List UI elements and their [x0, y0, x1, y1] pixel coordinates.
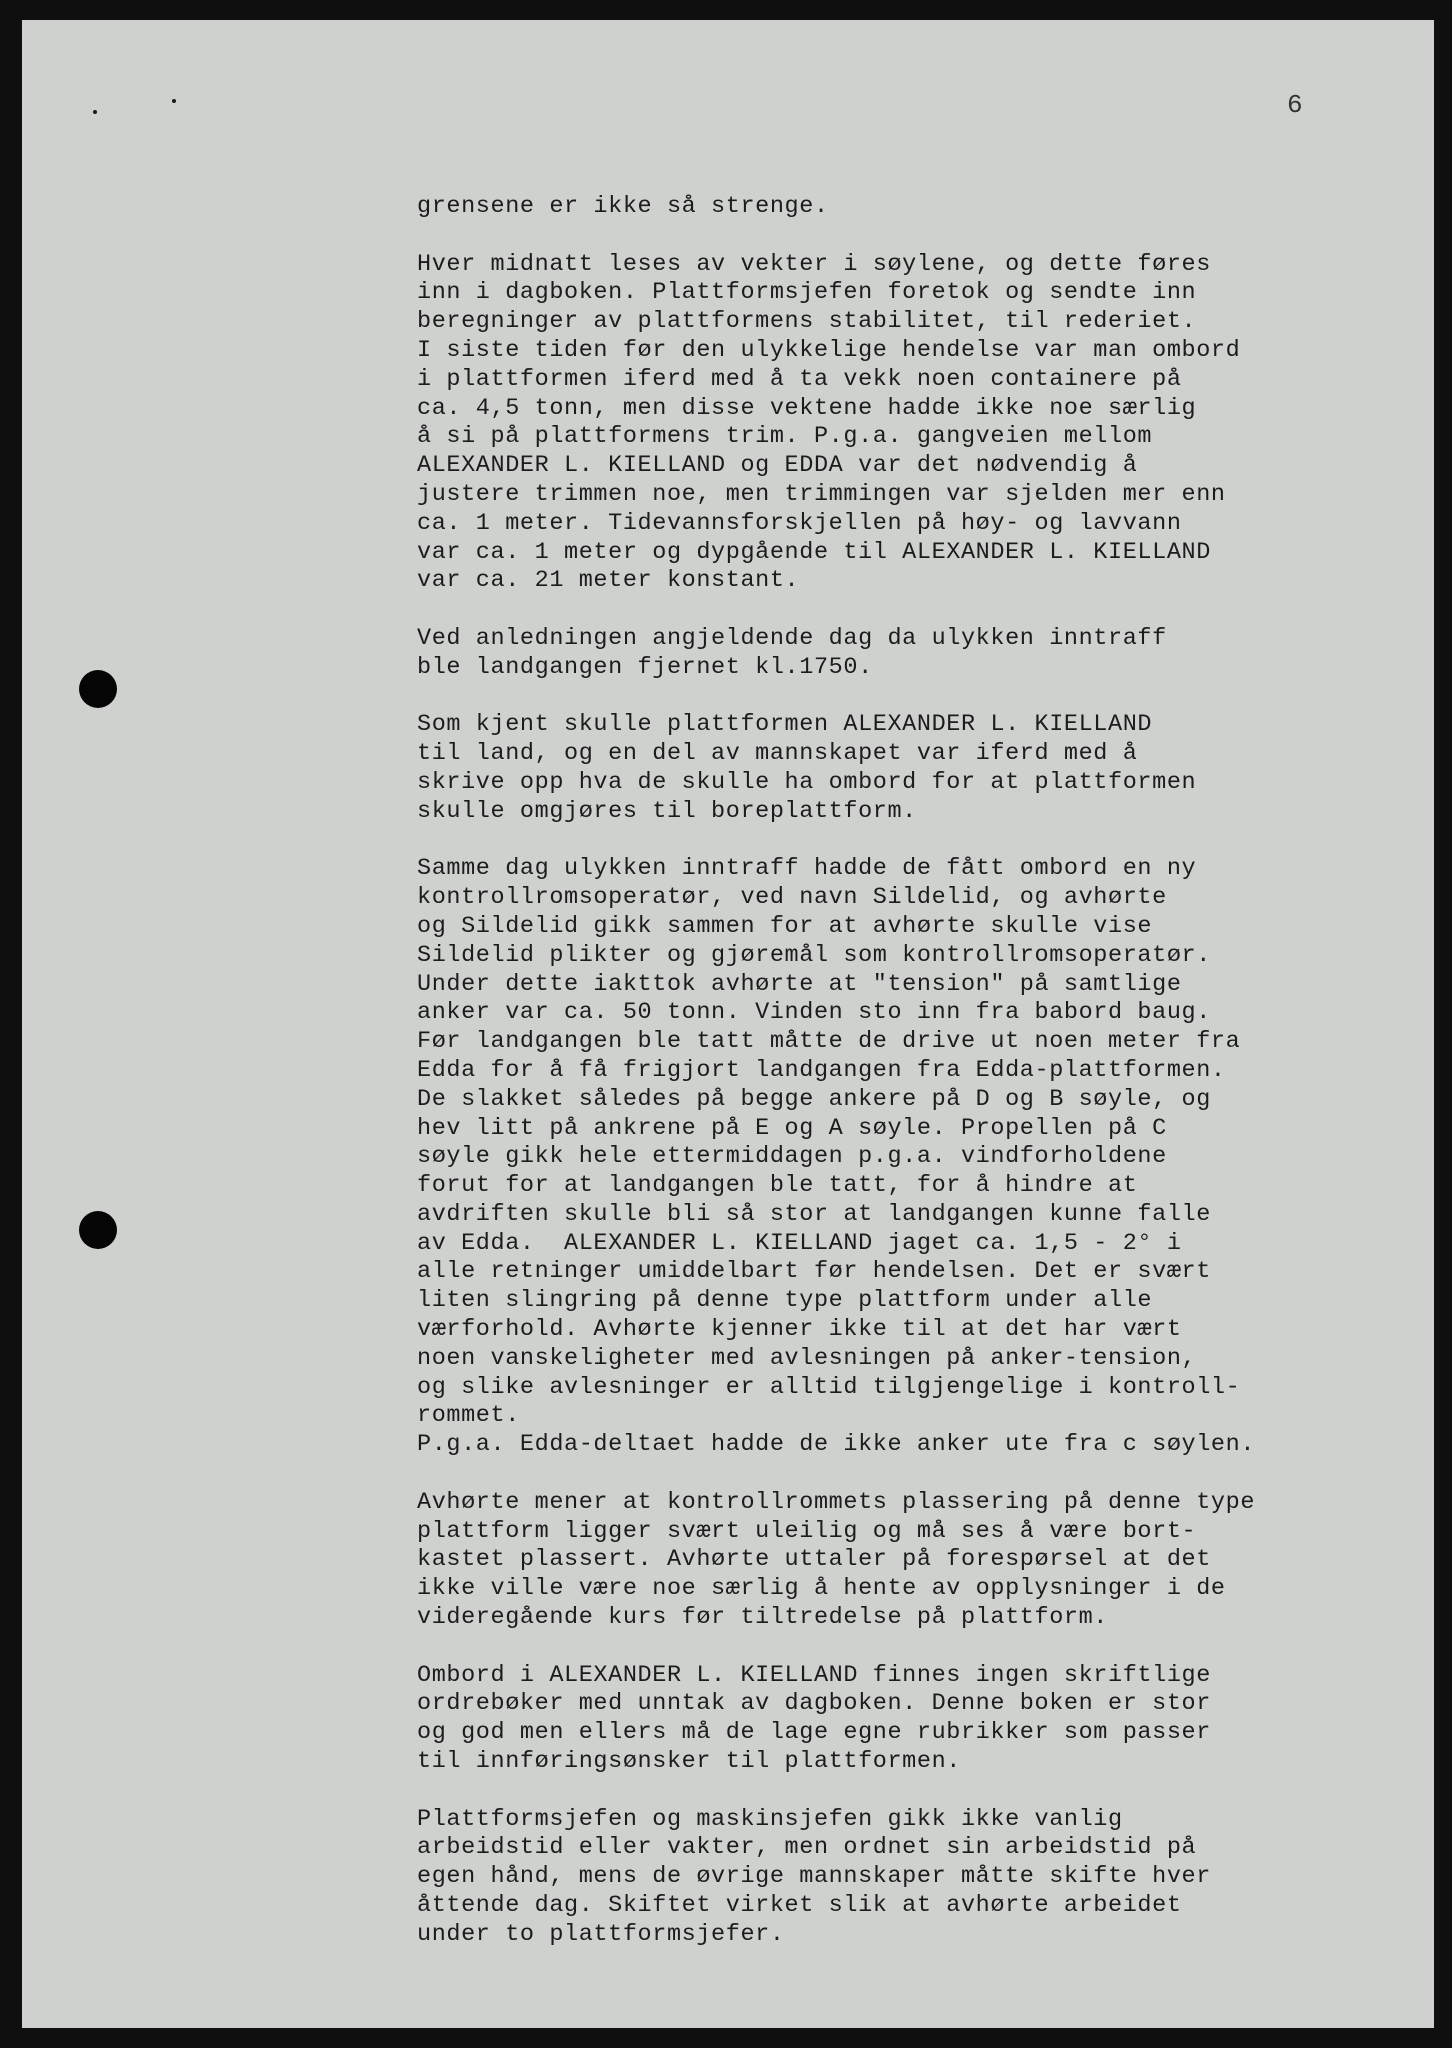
- text-line: liten slingring på denne type plattform under alle: [417, 1287, 1153, 1315]
- text-line: arbeidstid eller vakter, men ordnet sin arbeidstid på: [417, 1834, 1197, 1862]
- page-number: 6: [1287, 90, 1303, 120]
- punch-hole-upper: [79, 670, 117, 708]
- text-line: rommet.: [417, 1402, 520, 1430]
- text-line: grensene er ikke så strenge.: [417, 193, 829, 220]
- text-line: hev litt på ankrene på E og A søyle. Propellen på C: [417, 1114, 1167, 1142]
- text-line: å si på plattformens trim. P.g.a. gangveien mellom: [417, 423, 1153, 451]
- text-line: Hver midnatt leses av vekter i søylene, og dette føres: [417, 250, 1211, 278]
- text-line: ikke ville være noe særlig å hente av opplysninger i de: [417, 1575, 1226, 1603]
- text-line: kontrollromsoperatør, ved navn Sildelid, og avhørte: [417, 884, 1167, 912]
- text-line: under to plattformsjefer.: [417, 1920, 785, 1948]
- text-line: Avhørte mener at kontrollrommets plassering på denne type: [417, 1488, 1256, 1516]
- text-line: Plattformsjefen og maskinsjefen gikk ikke vanlig: [417, 1805, 1123, 1833]
- text-line: åttende dag. Skiftet virket slik at avhørte arbeidet: [417, 1892, 1182, 1920]
- text-line: søyle gikk hele ettermiddagen p.g.a. vindforholdene: [417, 1143, 1167, 1171]
- paragraph: [417, 193, 1417, 222]
- paragraph: [417, 1662, 1417, 1777]
- paragraph: [417, 251, 1417, 597]
- document-body: [417, 193, 1417, 1978]
- punch-hole-lower: [79, 1211, 117, 1249]
- text-line: til innføringsønsker til plattformen.: [417, 1748, 961, 1776]
- text-line: Edda for å få frigjort landgangen fra Edda-plattformen.: [417, 1056, 1226, 1084]
- text-line: anker var ca. 50 tonn. Vinden sto inn fra babord baug.: [417, 999, 1211, 1027]
- text-line: De slakket således på begge ankere på D og B søyle, og: [417, 1085, 1211, 1113]
- text-line: beregninger av plattformens stabilitet, til rederiet.: [417, 308, 1197, 336]
- text-line: justere trimmen noe, men trimmingen var sjelden mer enn: [417, 480, 1226, 508]
- text-line: egen hånd, mens de øvrige mannskaper måtte skifte hver: [417, 1863, 1211, 1891]
- text-line: Ombord i ALEXANDER L. KIELLAND finnes ingen skriftlige: [417, 1661, 1211, 1689]
- text-line: I siste tiden før den ulykkelige hendelse var man ombord: [417, 336, 1241, 364]
- text-line: skulle omgjøres til boreplattform.: [417, 797, 917, 825]
- text-line: avdriften skulle bli så stor at landgangen kunne falle: [417, 1200, 1211, 1228]
- text-line: ca. 1 meter. Tidevannsforskjellen på høy- og lavvann: [417, 509, 1182, 537]
- paragraph: [417, 625, 1417, 683]
- text-line: ble landgangen fjernet kl.1750.: [417, 653, 873, 681]
- text-line: ALEXANDER L. KIELLAND og EDDA var det nødvendig å: [417, 452, 1138, 480]
- text-line: P.g.a. Edda-deltaet hadde de ikke anker ute fra c søylen.: [417, 1431, 1256, 1459]
- text-line: ca. 4,5 tonn, men disse vektene hadde ikke noe særlig: [417, 394, 1197, 422]
- text-line: i plattformen iferd med å ta vekk noen containere på: [417, 365, 1182, 393]
- text-line: værforhold. Avhørte kjenner ikke til at det har vært: [417, 1316, 1182, 1344]
- text-line: Ved anledningen angjeldende dag da ulykken inntraff: [417, 624, 1167, 652]
- ink-speck: [93, 110, 97, 114]
- text-line: Før landgangen ble tatt måtte de drive ut noen meter fra: [417, 1028, 1241, 1056]
- text-line: var ca. 21 meter konstant.: [417, 567, 800, 595]
- text-line: var ca. 1 meter og dypgående til ALEXANDER L. KIELLAND: [417, 538, 1211, 566]
- text-line: Under dette iakttok avhørte at "tension" på samtlige: [417, 970, 1182, 998]
- text-line: Sildelid plikter og gjøremål som kontrollromsoperatør.: [417, 941, 1211, 969]
- text-line: ordrebøker med unntak av dagboken. Denne boken er stor: [417, 1690, 1211, 1718]
- text-line: Samme dag ulykken inntraff hadde de fått ombord en ny: [417, 855, 1197, 883]
- paragraph: [417, 1489, 1417, 1633]
- paragraph: [417, 1806, 1417, 1950]
- text-line: alle retninger umiddelbart før hendelsen. Det er svært: [417, 1258, 1211, 1286]
- text-line: og slike avlesninger er alltid tilgjengelige i kontroll-: [417, 1373, 1241, 1401]
- text-line: plattform ligger svært uleilig og må ses å være bort-: [417, 1517, 1197, 1545]
- text-line: Som kjent skulle plattformen ALEXANDER L. KIELLAND: [417, 711, 1153, 739]
- text-line: kastet plassert. Avhørte uttaler på forespørsel at det: [417, 1546, 1211, 1574]
- document-page: [22, 20, 1434, 2028]
- text-line: forut for at landgangen ble tatt, for å hindre at: [417, 1172, 1138, 1200]
- text-line: av Edda. ALEXANDER L. KIELLAND jaget ca. 1,5 - 2° i: [417, 1229, 1182, 1257]
- text-line: inn i dagboken. Plattformsjefen foretok og sendte inn: [417, 279, 1197, 307]
- text-line: og Sildelid gikk sammen for at avhørte skulle vise: [417, 912, 1153, 940]
- text-line: skrive opp hva de skulle ha ombord for at plattformen: [417, 768, 1197, 796]
- ink-speck: [172, 99, 176, 103]
- text-line: videregående kurs før tiltredelse på plattform.: [417, 1604, 1109, 1632]
- paragraph: [417, 855, 1417, 1460]
- text-line: noen vanskeligheter med avlesningen på anker-tension,: [417, 1344, 1197, 1372]
- text-line: og god men ellers må de lage egne rubrikker som passer: [417, 1719, 1211, 1747]
- paragraph: [417, 711, 1417, 826]
- text-line: til land, og en del av mannskapet var iferd med å: [417, 740, 1138, 768]
